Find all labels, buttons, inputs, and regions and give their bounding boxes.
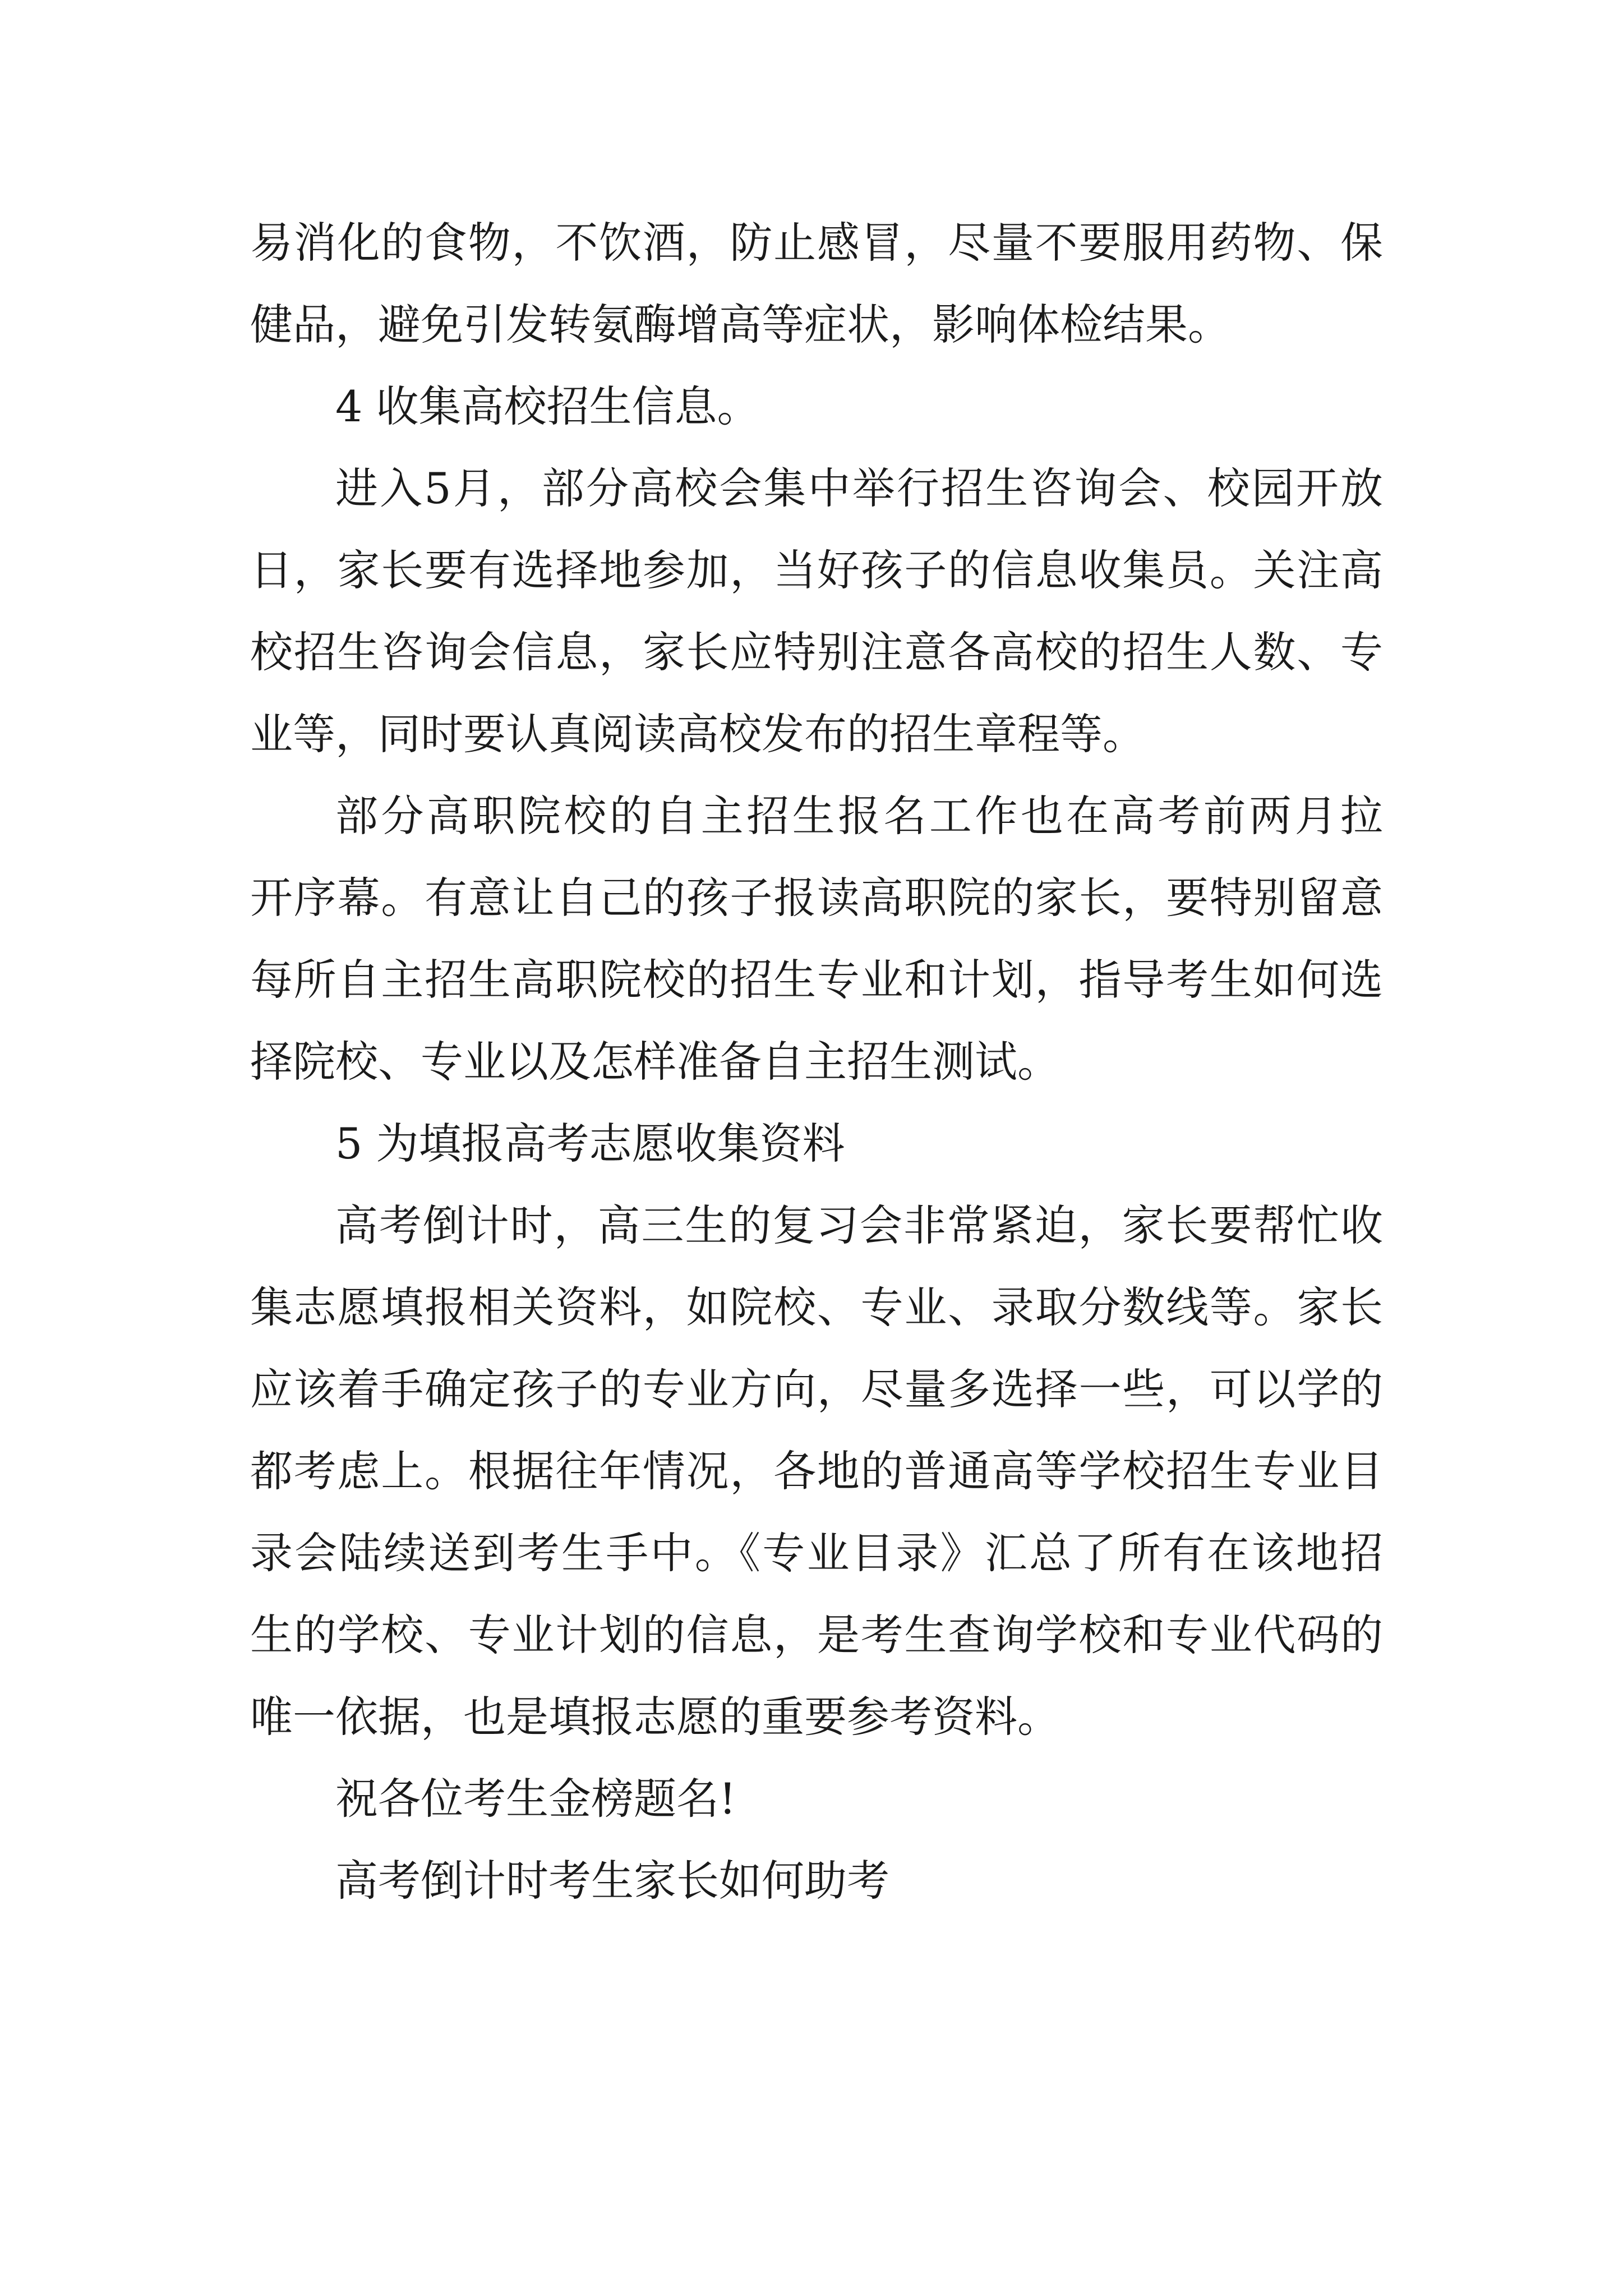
text-line: 部分高职院校的自主招生报名工作也在高考前两月拉 <box>335 791 1383 841</box>
text-line: 高考倒计时，高三生的复习会非常紧迫，家长要帮忙收 <box>335 1200 1383 1250</box>
text-line: 每所自主招生高职院校的招生专业和计划，指导考生如何选 <box>250 955 1383 1005</box>
text-line: 生的学校、专业计划的信息，是考生查询学校和专业代码的 <box>250 1610 1383 1660</box>
text-line: 校招生咨询会信息，家长应特别注意各高校的招生人数、专 <box>250 627 1383 677</box>
text-line: 择院校、专业以及怎样准备自主招生测试。 <box>250 1037 1060 1087</box>
document-body <box>250 202 1383 1922</box>
text-line: 唯一依据，也是填报志愿的重要参考资料。 <box>250 1692 1060 1742</box>
section-heading: 4 收集高校招生信息。 <box>335 381 760 431</box>
text-line: 应该着手确定孩子的专业方向，尽量多选择一些，可以学的 <box>250 1364 1383 1414</box>
text-line: 都考虑上。根据往年情况，各地的普通高等学校招生专业目 <box>250 1446 1383 1496</box>
text-line: 易消化的食物，不饮酒，防止感冒，尽量不要服用药物、保 <box>250 218 1383 268</box>
text-line: 健品，避免引发转氨酶增高等症状，影响体检结果。 <box>250 300 1230 349</box>
text-line: 开序幕。有意让自己的孩子报读高职院的家长，要特别留意 <box>250 873 1383 923</box>
text-line: 业等，同时要认真阅读高校发布的招生章程等。 <box>250 709 1145 759</box>
text-line: 日，家长要有选择地参加，当好孩子的信息收集员。关注高 <box>250 545 1383 595</box>
text-line: 录会陆续送到考生手中。《专业目录》汇总了所有在该地招 <box>250 1528 1383 1578</box>
closing-title: 高考倒计时考生家长如何助考 <box>335 1856 889 1906</box>
text-line: 进入5月，部分高校会集中举行招生咨询会、校园开放 <box>335 463 1383 513</box>
closing-line: 祝各位考生金榜题名! <box>335 1774 736 1824</box>
section-heading: 5 为填报高考志愿收集资料 <box>335 1119 845 1168</box>
text-line: 集志愿填报相关资料，如院校、专业、录取分数线等。家长 <box>250 1282 1383 1332</box>
